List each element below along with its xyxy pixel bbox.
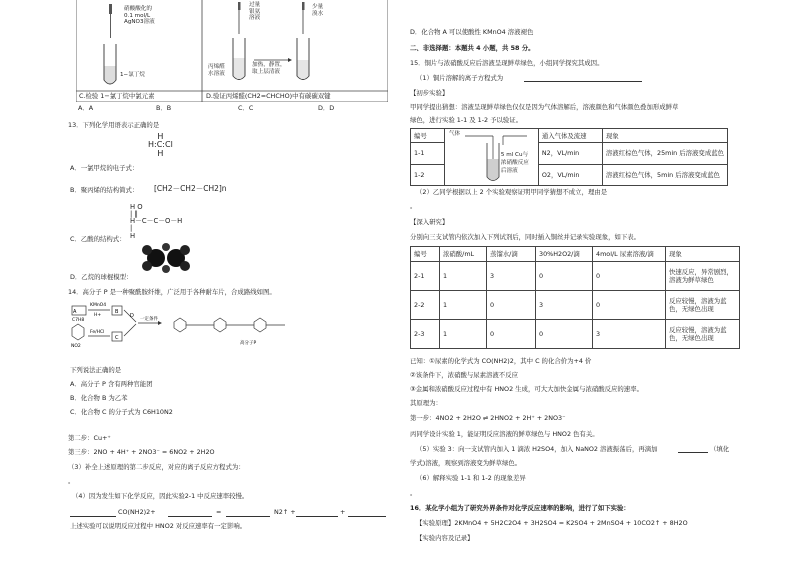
paragraph: 甲同学提出猜想：溶液呈现鲜草绿色仅仅是因为气体溶解后，溶液颜色和气体颜色叠加形成鲜草 xyxy=(410,103,679,111)
reagent-label-d2 xyxy=(312,4,323,17)
table-cell: 2-2 xyxy=(411,291,440,320)
electron-formula xyxy=(148,133,173,158)
structure-line: H O xyxy=(130,203,143,211)
table-header: 浓硝酸/mL xyxy=(440,247,487,262)
table-header: 通入气体及流速 xyxy=(538,129,602,143)
table-cell: 反应较慢，溶液为蓝色，无绿色出现 xyxy=(666,291,740,320)
prelim-heading: 【初步实验】 xyxy=(410,89,449,97)
table-cell: 0 xyxy=(536,262,593,291)
table-cell: 1-2 xyxy=(411,164,445,185)
apparatus-label: 后溶液 xyxy=(500,168,518,174)
test-tube-icon xyxy=(104,44,116,84)
known-2: ②该条件下，浓硝酸与尿素溶液不反应 xyxy=(410,371,518,379)
equation-part: CO(NH2)2+ xyxy=(118,508,156,516)
table-header: 蒸馏水/滴 xyxy=(487,247,536,262)
answer-blank[interactable] xyxy=(678,452,708,453)
question-15-stem: 15．铜片与浓硝酸反应后溶液呈现鲜草绿色，小组同学探究其成因。 xyxy=(410,59,604,67)
apparatus-label: 气体 xyxy=(448,131,461,137)
right-column xyxy=(410,0,740,561)
reagent-label: 过量 xyxy=(249,2,261,8)
question-15-1: （1）铜片溶解的离子方程式为 xyxy=(416,74,504,82)
reagent-label: AgNO3溶液 xyxy=(124,19,155,26)
table-cell: 0 xyxy=(487,320,536,349)
table-header: 编号 xyxy=(411,247,440,262)
question-16-stem: 16．某化学小组为了研究外界条件对化学反应速率的影响，进行了如下实验： xyxy=(410,504,630,512)
step-three: 第三步：2NO + 4H⁺ + 2NO3⁻ = 6NO2 + 2H2O xyxy=(68,448,215,456)
table-cell: 3 xyxy=(593,320,666,349)
scheme-label: B xyxy=(115,309,119,315)
table-cell: 1 xyxy=(440,320,487,349)
reagent-label-d4 xyxy=(252,62,286,75)
step-one: 第一步：4NO2 + 2H2O ⇌ 2HNO2 + 2H⁺ + 2NO3⁻ xyxy=(410,414,566,422)
question-5: （5）实验 3：向一支试管内加入 1 滴浓 H2SO4，加入 NaNO2 溶液振荡后，再滴加 xyxy=(416,445,658,453)
question-4: （4）因为发生如下化学反应，因此实验2-1 中反应速率较慢。 xyxy=(72,492,249,500)
table-cell: 溶液红棕色气体，5min 后溶液变成蓝色 xyxy=(602,164,727,185)
reagent-label: 溴水 xyxy=(312,10,324,17)
answer-blank[interactable] xyxy=(168,516,212,517)
content-heading: 【实验内容及记录】 xyxy=(416,534,474,542)
scheme-label: D xyxy=(130,313,134,319)
reagent-label-d3 xyxy=(208,64,225,77)
table-cell: 3 xyxy=(487,262,536,291)
reagent-label: 取上层清液 xyxy=(252,68,280,75)
caption-c: C.检验 1−氯丁烷中氯元素 xyxy=(79,92,155,100)
option-letter: D．D xyxy=(318,104,335,112)
question-5-paren: （填化 xyxy=(710,445,730,453)
table-cell: 1 xyxy=(440,262,487,291)
question-3: （3）补全上述原理的第二步反应，对应的离子反应方程式为： xyxy=(68,463,245,471)
reagent-label: 1−氯丁烷 xyxy=(120,72,146,78)
reagent-label-d1 xyxy=(249,2,260,22)
reagent-label: 少量 xyxy=(312,4,324,10)
table-cell: 0 xyxy=(593,262,666,291)
scheme-label: C7H8 xyxy=(72,318,85,323)
table-header-row xyxy=(411,247,740,262)
period-mark: 。 xyxy=(68,477,75,485)
formula-line: H xyxy=(157,148,164,158)
option-letter: A．A xyxy=(78,104,94,112)
conclusion: 上述实验可以说明反应过程中 HNO2 对反应速率有一定影响。 xyxy=(70,522,247,530)
table-cell: 2-1 xyxy=(411,262,440,291)
option-d: D．化合物 A 可以使酸性 KMnO4 溶液褪色 xyxy=(410,28,534,36)
table-cell: 0 xyxy=(536,320,593,349)
question-14-stem: 14．高分子 P 是一种聚酰胺纤维，广泛用于各种耐车片，合成路线如图。 xyxy=(68,288,276,296)
question-13-option-b: B．聚丙烯的结构简式： xyxy=(70,186,139,194)
paragraph: 绿色，进行实验 1-1 及 1-2 予以验证。 xyxy=(410,116,523,124)
reagent-label: 硝酸酸化的 xyxy=(124,6,152,12)
structure-line: H－C－C－O－H xyxy=(130,217,183,226)
dropper-icon xyxy=(109,4,112,38)
reagent-label: 水溶液 xyxy=(208,70,225,77)
table-cell: 反应较慢，溶液为蓝色，无绿色出现 xyxy=(666,320,740,349)
apparatus-table xyxy=(76,0,388,102)
table-cell: 2-3 xyxy=(411,320,440,349)
experiment-table-1 xyxy=(410,128,728,186)
table-cell: 0 xyxy=(487,291,536,320)
paragraph: 丙同学设计实验 1，能证明反应溶液的鲜草绿色与 HNO2 色有关。 xyxy=(410,430,599,438)
answer-blank[interactable] xyxy=(348,516,386,517)
dropper-icon xyxy=(238,2,305,34)
reagent-label: 银氨 xyxy=(249,8,261,15)
table-row xyxy=(411,291,740,320)
scheme-label: C xyxy=(115,335,119,341)
experiment-table-2 xyxy=(410,246,740,349)
reagent-label: 加热，静置， xyxy=(252,62,286,68)
table-header: 4mol/L 尿素溶液/滴 xyxy=(593,247,666,262)
table-cell: 溶液红棕色气体，25min 后溶液变成蓝色 xyxy=(602,143,727,164)
question-14-option-b: B．化合物 B 为乙苯 xyxy=(70,394,128,402)
question-14-option-a: A．高分子 P 含有两种官能团 xyxy=(70,380,153,388)
question-5-continued: 学式)溶液，观察到溶液变为鲜草绿色。 xyxy=(410,459,522,467)
scheme-label: KMnO4 xyxy=(90,303,107,308)
apparatus-label: 浓硝酸反应 xyxy=(500,160,529,166)
answer-blank[interactable] xyxy=(296,516,338,517)
answer-blank[interactable] xyxy=(226,516,270,517)
experiment-principle: 【实验原理】2KMnO4 + 5H2C2O4 + 3H2SO4 = K2SO4 + 2MnSO4 + 10CO2↑ + 8H2O xyxy=(416,519,688,527)
synthesis-scheme xyxy=(70,298,310,360)
scheme-label: NO2 xyxy=(71,344,81,349)
reagent-label: 0.1 mol/L xyxy=(124,12,151,19)
apparatus-table-frame xyxy=(76,0,388,102)
formula-line: H xyxy=(157,132,164,141)
section-heading: 二、非选择题：本题共 4 小题，共 58 分。 xyxy=(410,44,535,52)
scheme-label: 一定条件 xyxy=(140,317,158,322)
table-cell: 1 xyxy=(440,291,487,320)
acetic-acid-structure xyxy=(130,204,182,240)
question-6: （6）解释实验 1-1 和 1-2 的现象差异 xyxy=(416,474,526,482)
caption-d: D.验证丙烯醛(CH2=CHCHO)中有碳碳双键 xyxy=(206,92,331,100)
question-14-option-c: C．化合物 C 的分子式为 C6H10N2 xyxy=(70,408,173,416)
equation-line xyxy=(70,508,390,518)
reagent-label: 丙烯醛 xyxy=(208,64,225,70)
scheme-label: H+ xyxy=(94,313,102,318)
table-cell: 3 xyxy=(536,291,593,320)
table-header: 编号 xyxy=(411,129,445,143)
question-14-follow: 下列说法正确的是 xyxy=(70,366,122,374)
question-13-option-d: D．乙烷的球棍模型： xyxy=(70,273,133,281)
reagent-label-c xyxy=(124,6,155,26)
equation-part: + xyxy=(340,508,346,516)
question-13-option-a: A．一氯甲烷的电子式： xyxy=(70,164,139,172)
left-column xyxy=(68,0,393,561)
scheme-label: A xyxy=(73,309,77,315)
structure-line: | xyxy=(130,224,133,233)
paragraph: 分别向三支试管内依次加入下列试剂后，同时插入铜丝并记录实验现象，如下表。 xyxy=(410,233,641,241)
table-row xyxy=(411,320,740,349)
table-header: 现象 xyxy=(602,129,727,143)
table-cell: 快速反应，异常剧烈，溶液为鲜草绿色 xyxy=(666,262,740,291)
table-cell: 0 xyxy=(593,291,666,320)
apparatus-label: 5 ml Cu与 xyxy=(500,152,529,158)
ball-stick-model-icon xyxy=(138,243,198,273)
structure-line: H xyxy=(130,231,136,240)
table-cell: O2，VL/min xyxy=(538,164,602,185)
option-letter: B．B xyxy=(156,104,172,112)
answer-blank[interactable] xyxy=(70,516,116,517)
principle-label: 其原理为： xyxy=(410,399,442,407)
known-3: ③金属和浓硝酸反应过程中有 HNO2 生成，可大大加快金属与浓硝酸反应的速率。 xyxy=(410,385,643,393)
polypropylene-formula: [CH2－CH2－CH2]n xyxy=(154,184,227,193)
table-row xyxy=(411,262,740,291)
step-two: 第二步：Cu+⁺ xyxy=(68,434,111,442)
deep-heading: 【深入研究】 xyxy=(410,218,449,226)
table-header: 30%H2O2/滴 xyxy=(536,247,593,262)
answer-blank[interactable] xyxy=(524,81,642,82)
structure-line: | ‖ xyxy=(130,210,138,219)
table-header: 现象 xyxy=(666,247,740,262)
scheme-label: 高分子P xyxy=(240,341,257,346)
table-header-row xyxy=(411,129,728,143)
question-15-2: （2）乙同学根据以上 2 个实验观察证明甲同学猜想不成立，理由是 xyxy=(416,188,608,196)
table-cell: 1-1 xyxy=(411,143,445,164)
equation-part: = xyxy=(216,508,222,516)
question-13-option-c: C．乙酸的结构式： xyxy=(70,235,126,243)
option-letter: C．C xyxy=(238,104,254,112)
known-1: 已知：①尿素的化学式为 CO(NH2)2，其中 C 的化合价为+4 价 xyxy=(410,357,592,365)
question-13-stem: 13．下列化学用语表示正确的是 xyxy=(68,121,160,129)
period-mark: 。 xyxy=(410,489,417,497)
period-mark: 。 xyxy=(410,202,417,210)
formula-line: H:C:Cl xyxy=(148,140,173,150)
apparatus-cell xyxy=(444,129,538,186)
reagent-label: 溶液 xyxy=(249,15,261,22)
scheme-label: Fe/HCl xyxy=(90,330,105,335)
equation-part: N2↑ + xyxy=(274,508,296,516)
table-cell: N2，VL/min xyxy=(538,143,602,164)
